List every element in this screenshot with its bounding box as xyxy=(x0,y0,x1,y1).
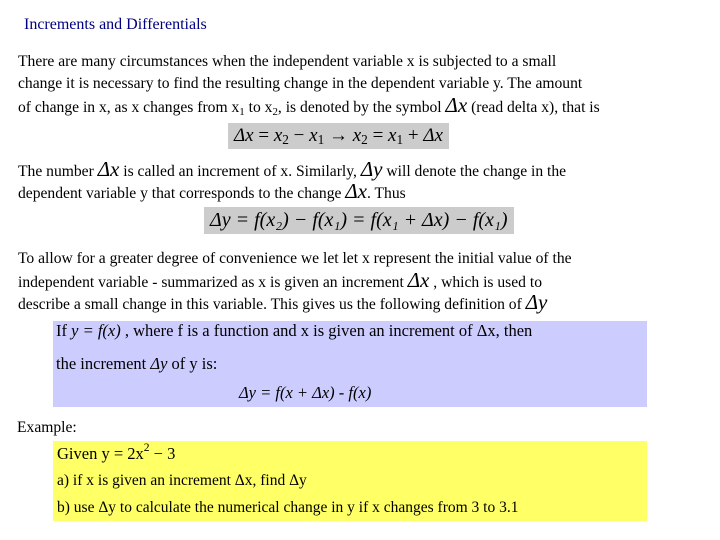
delta-x-symbol: Δx xyxy=(407,268,430,292)
page-title: Increments and Differentials xyxy=(24,16,207,33)
paragraph-1-line-3: of change in x, as x changes from $x_1$ to $x_2$, is denoted by the symbol Δx (read delta x), that is xyxy=(18,93,600,118)
paragraph-3-line-3: describe a small change in this variable. This gives us the following definition of Δy xyxy=(18,290,548,314)
definition-box xyxy=(53,321,647,407)
delta-y-equation: Δy = f(x₂) − f(x₁) = f(x₁ + Δx) − f(x₁) xyxy=(204,207,514,234)
definition-line-2: the increment Δy of y is: xyxy=(56,354,218,373)
paragraph-1-line-2: change it is necessary to find the resulting change in the dependent variable y. The amount xyxy=(18,75,583,92)
example-given: Given $y = 2x^2 - 3$ xyxy=(57,442,176,463)
delta-y-symbol: Δy xyxy=(360,157,383,181)
paragraph-3-line-2: independent variable - summarized as x is given an increment Δx , which is used to xyxy=(18,268,542,292)
delta-x-symbol: Δx xyxy=(445,93,468,117)
paragraph-3-line-1: To allow for a greater degree of convenience we let let x represent the initial value of the xyxy=(18,250,572,267)
example-label: Example: xyxy=(17,419,77,436)
paragraph-1-line-1: There are many circumstances when the independent variable x is subjected to a small xyxy=(18,53,557,70)
example-box xyxy=(53,441,647,521)
example-part-a: a) if x is given an increment Δx, find Δy xyxy=(57,472,307,489)
definition-line-1: If y = f(x) , where f is a function and x is given an increment of Δx, then xyxy=(56,321,533,340)
definition-formula: Δy = f(x + Δx) - f(x) xyxy=(239,383,372,402)
paragraph-2-line-1: The number Δx is called an increment of x. Similarly, Δy will denote the change in the xyxy=(18,157,567,181)
delta-x-symbol: Δx xyxy=(345,179,368,203)
example-part-b: b) use Δy to calculate the numerical change in y if x changes from 3 to 3.1 xyxy=(57,499,519,516)
paragraph-2-line-2: dependent variable y that corresponds to the change Δx. Thus xyxy=(18,179,406,203)
increment-equation: $\Delta x = x_2 - x_1 \to x_2 = x_1 + \Delta x$ xyxy=(228,123,449,149)
delta-x-symbol: Δx xyxy=(97,157,120,181)
delta-y-symbol: Δy xyxy=(525,290,548,314)
